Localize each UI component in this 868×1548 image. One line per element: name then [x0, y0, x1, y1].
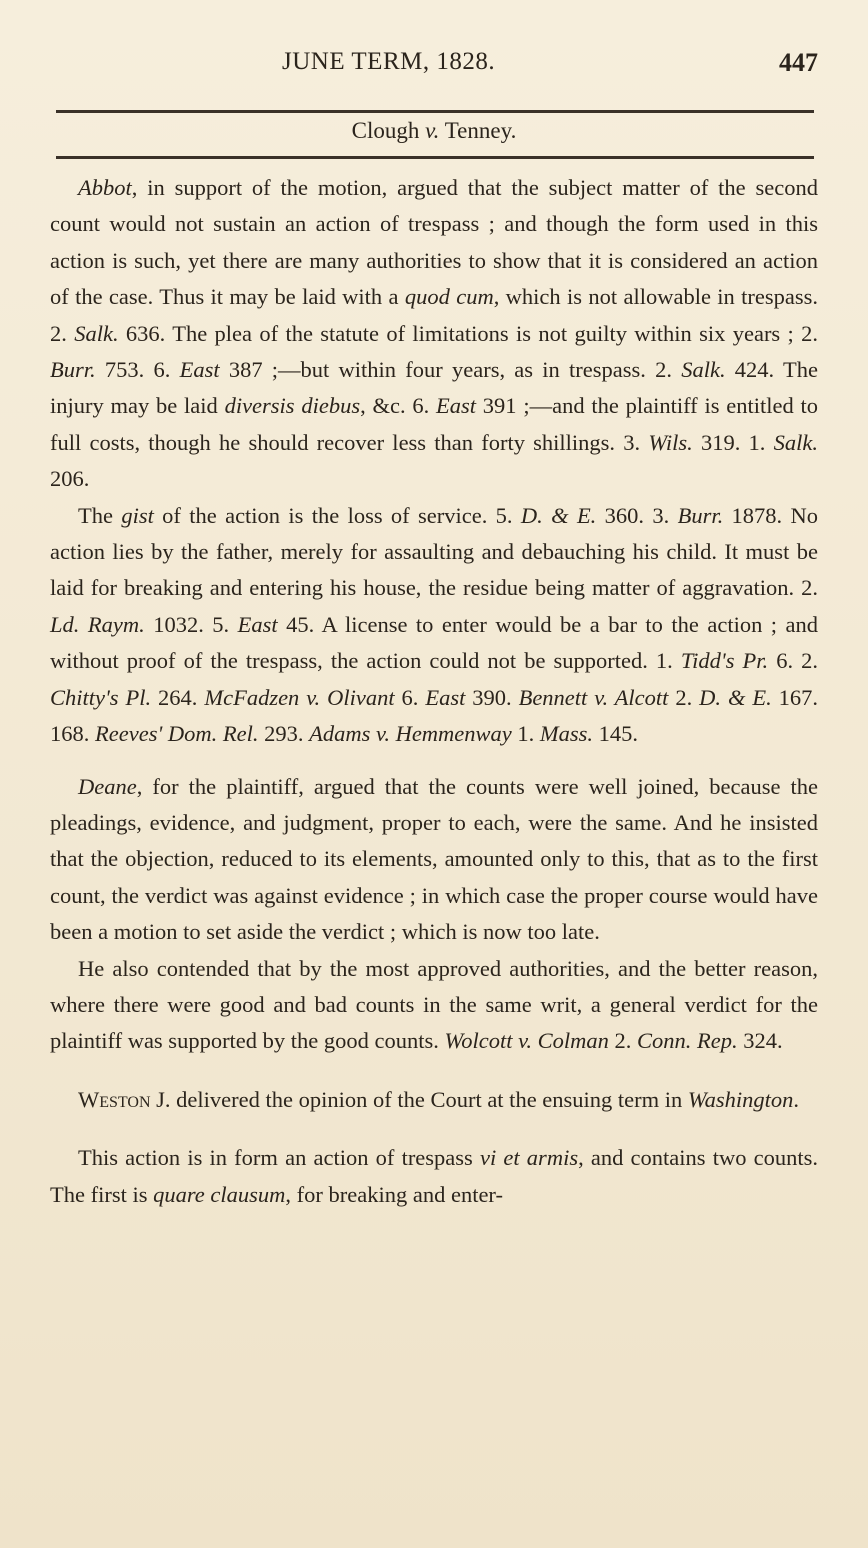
body-text [50, 170, 818, 1213]
running-head [0, 44, 868, 84]
paragraph-opinion-intro: Weston J. delivered the opinion of the Court at the ensuing term in Washington. [78, 1086, 799, 1112]
header-rule-top [56, 110, 814, 113]
paragraph-abbot-argument: Abbot, in support of the motion, argued that the subject matter of the second count would not sustain an action of trespass ; and though the form used in this action is such, yet there are many authorities to show that it is considered an action of the case. Thus it may be laid with a quod cum, which is not allowable in trespass. 2. Salk. 636. The plea of the statute of limitations is not guilty within six years ; 2. Burr. 753. 6. East 387 ;—but within four years, as in trespass. 2. Salk. 424. The injury may be laid diversis diebus, &c. 6. East 391 ;—and the plaintiff is entitled to full costs, though he should recover less than forty shillings. 3. Wils. 319. 1. Salk. 206. [50, 175, 819, 492]
paragraph-deane-argument: Deane, for the plaintiff, argued that the counts were well joined, because the pleadings, evidence, and judgment, proper to each, were the same. And he insisted that the objection, reduced to its elements, amounted only to this, that as to the first count, the verdict was against evidence ; in which case the proper course would have been a motion to set aside the verdict ; which is now too late. [50, 773, 818, 945]
case-name: Clough v. Tenney. [351, 118, 517, 143]
paragraph-further-contention: He also contended that by the most approved authorities, and the better reason, where there were good and bad counts in the same writ, a general verdict for the plaintiff was supported by the good counts. Wolcott v. Colman 2. Conn. Rep. 324. [50, 955, 818, 1054]
term-title: JUNE TERM, 1828. [282, 48, 496, 75]
header-rule-bottom [56, 156, 814, 159]
paragraph-gist-of-action: The gist of the action is the loss of service. 5. D. & E. 360. 3. Burr. 1878. No action lies by the father, merely for assaulting and debauching his child. It must be laid for breaking and entering his house, the residue being matter of aggravation. 2. Ld. Raym. 1032. 5. East 45. A license to enter would be a bar to the action ; and without proof of the trespass, the action could not be supported. 1. Tidd's Pr. 6. 2. Chitty's Pl. 264. McFadzen v. Olivant 6. East 390. Bennett v. Alcott 2. D. & E. 167. 168. Reeves' Dom. Rel. 293. Adams v. Hemmenway 1. Mass. 145. [50, 502, 819, 747]
paragraph-opinion-body: This action is in form an action of trespass vi et armis, and contains two counts. The first is quare clausum, for breaking and enter- [50, 1145, 818, 1207]
page-number: 447 [779, 48, 818, 77]
